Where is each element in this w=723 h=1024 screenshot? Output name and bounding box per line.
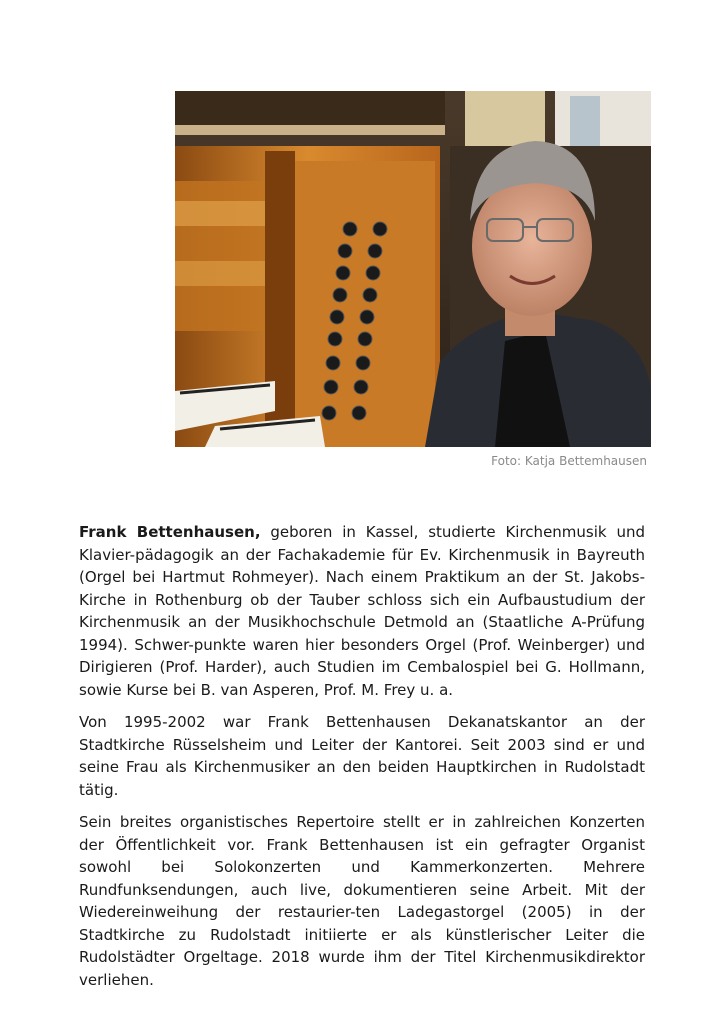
bio-paragraph-3: Sein breites organistisches Repertoire stellt er in zahlreichen Konzerten der Öffentlichkeit vor. Frank Bettenhausen ist ein gefragter Organist sowohl bei Solokonzerten und Kammerkonzerten. Mehrere Rundfunksendungen, auch live, dokumentieren seine Arbeit. Mit der Wiedereinweihung der restaurier-ten Ladegastorgel (2005) in der Stadtkirche zu Rudolstadt initiierte er als künstlerischer Leiter die Rudolstädter Orgeltage. 2018 wurde ihm der Titel Kirchenmusikdirektor verliehen. [79, 813, 645, 989]
biography-text [79, 521, 645, 1001]
portrait-photo [175, 91, 651, 447]
photo-caption: Foto: Katja Bettemhausen [491, 454, 647, 468]
bio-paragraph-1-text: geboren in Kassel, studierte Kirchenmusik und Klavier-pädagogik an der Fachakademie für Ev. Kirchenmusik in Bayreuth (Orgel bei Hartmut Rohmeyer). Nach einem Praktikum an der St. Jakobs-Kirche in Rothenburg ob der Tauber schloss sich ein Aufbaustudium der Kirchenmusik an der Musikhochschule Detmold an (Staatliche A-Prüfung 1994). Schwer-punkte waren hier besonders Orgel (Prof. Weinberger) und Dirigieren (Prof. Harder), auch Studien im Cembalospiel bei G. Hollmann, sowie Kurse bei B. van Asperen, Prof. M. Frey u. a. [79, 523, 645, 699]
bio-name: Frank Bettenhausen, [79, 523, 261, 541]
bio-paragraph-1 [79, 521, 645, 701]
bio-paragraph-2: Von 1995-2002 war Frank Bettenhausen Dekanatskantor an der Stadtkirche Rüsselsheim und Leiter der Kantorei. Seit 2003 sind er und seine Frau als Kirchenmusiker an den beiden Hauptkirchen in Rudolstadt tätig. [79, 713, 645, 799]
